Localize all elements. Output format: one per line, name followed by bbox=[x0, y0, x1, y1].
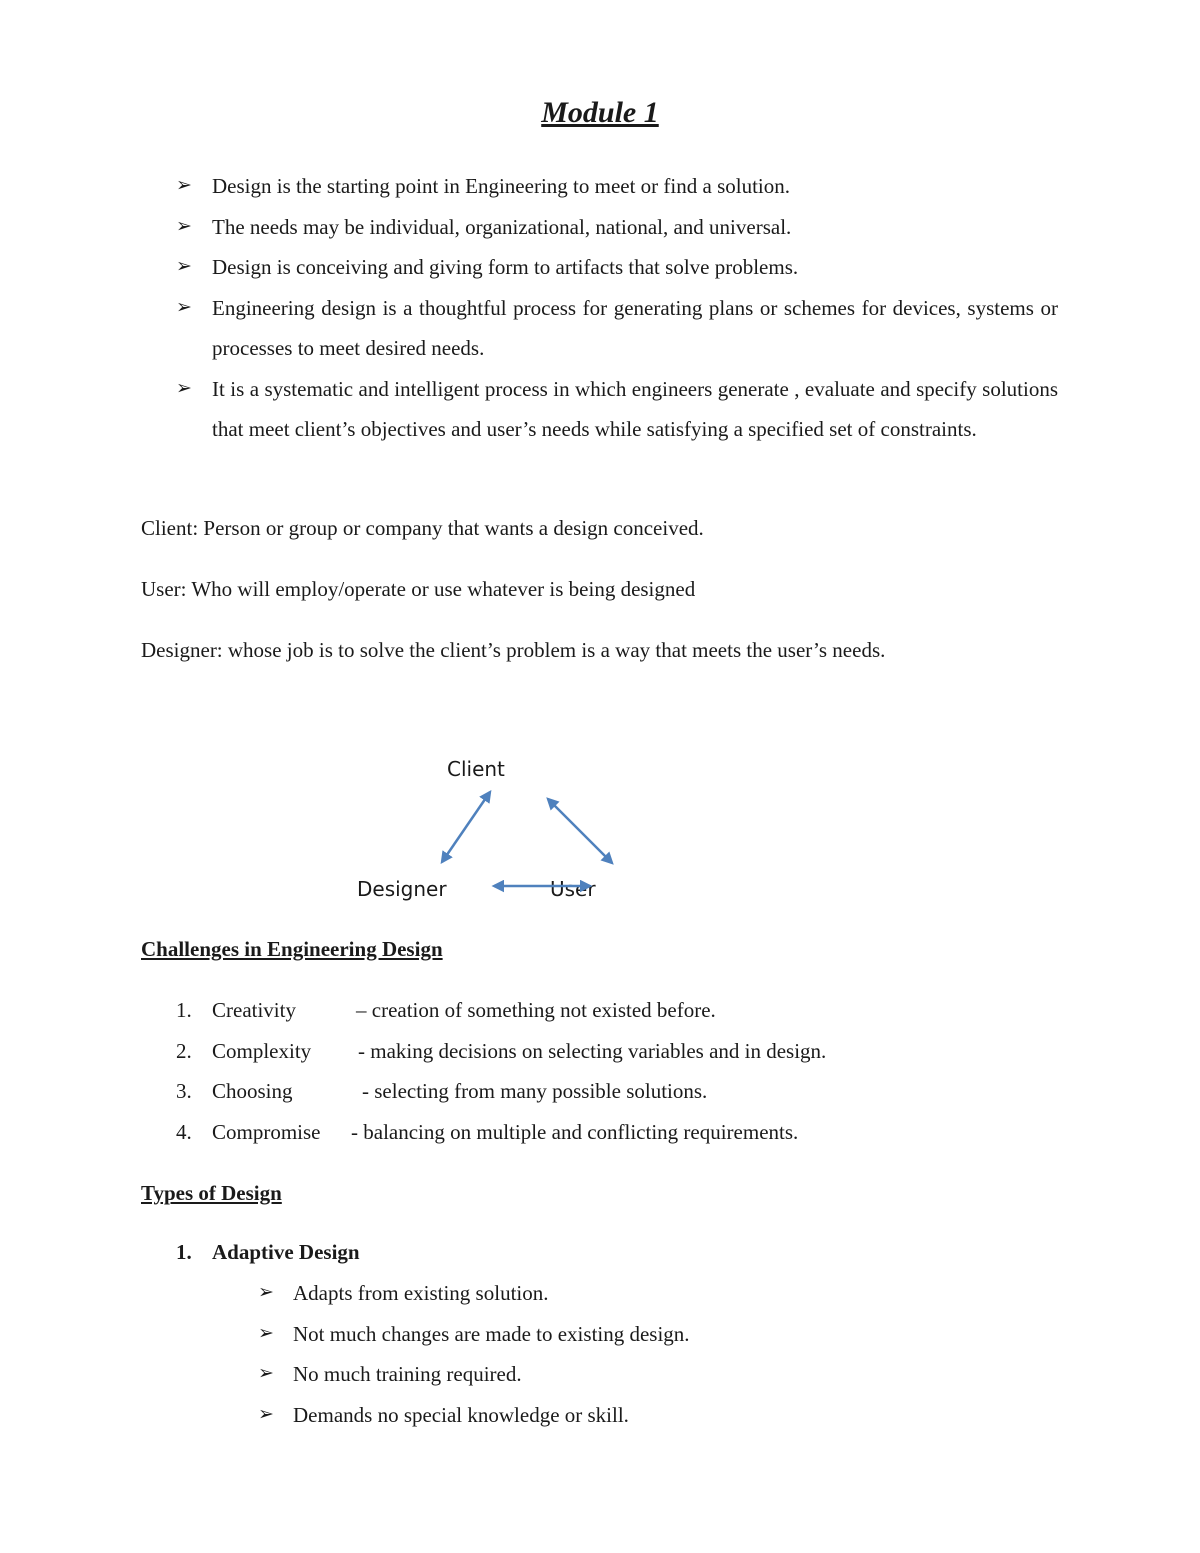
arrow-bullet-icon: ➢ bbox=[258, 1282, 274, 1303]
challenge-description: – creation of something not existed before. bbox=[356, 998, 716, 1022]
page-title: Module 1 bbox=[541, 96, 659, 129]
challenge-term: Compromise bbox=[212, 1120, 321, 1144]
list-item bbox=[258, 1395, 1058, 1436]
challenge-description: - balancing on multiple and conflicting requirements. bbox=[351, 1120, 799, 1144]
list-item bbox=[258, 1314, 1058, 1355]
arrow-bullet-icon: ➢ bbox=[258, 1403, 274, 1425]
arrow-bullet-icon: ➢ bbox=[176, 215, 192, 237]
challenge-term: Choosing bbox=[212, 1079, 293, 1103]
challenge-term: Creativity bbox=[212, 998, 296, 1022]
bullet-text: The needs may be individual, organizational, national, and universal. bbox=[212, 214, 792, 239]
arrow-bullet-icon: ➢ bbox=[176, 175, 192, 196]
types-heading: Types of Design bbox=[141, 1181, 282, 1205]
arrow-bullet-icon: ➢ bbox=[176, 296, 192, 318]
challenges-heading: Challenges in Engineering Design bbox=[141, 937, 443, 961]
item-number: 1. bbox=[176, 998, 192, 1022]
adaptive-points-list bbox=[258, 1273, 1058, 1435]
challenge-description: - making decisions on selecting variables and in design. bbox=[358, 1039, 827, 1063]
bullet-text: Not much changes are made to existing design. bbox=[293, 1321, 690, 1346]
arrow-bullet-icon: ➢ bbox=[258, 1322, 274, 1344]
designer-definition: Designer: whose job is to solve the client’s problem is a way that meets the user’s needs. bbox=[141, 638, 886, 662]
client-definition: Client: Person or group or company that wants a design conceived. bbox=[141, 516, 704, 540]
item-number: 1. bbox=[176, 1240, 192, 1264]
challenge-term: Complexity bbox=[212, 1039, 312, 1063]
client-user-arrow bbox=[548, 799, 612, 863]
diagram-designer-label: Designer bbox=[357, 877, 447, 901]
item-number: 3. bbox=[176, 1079, 192, 1103]
bullet-text: No much training required. bbox=[293, 1362, 522, 1386]
list-item bbox=[258, 1273, 1058, 1314]
user-definition: User: Who will employ/operate or use whatever is being designed bbox=[141, 577, 696, 601]
item-number: 4. bbox=[176, 1120, 192, 1144]
arrow-bullet-icon: ➢ bbox=[176, 256, 192, 277]
challenge-description: - selecting from many possible solutions. bbox=[362, 1079, 708, 1103]
bullet-text: Adapts from existing solution. bbox=[293, 1281, 549, 1305]
bullet-text: Design is conceiving and giving form to artifacts that solve problems. bbox=[212, 255, 799, 279]
arrow-bullet-icon: ➢ bbox=[258, 1363, 274, 1384]
arrow-bullet-icon: ➢ bbox=[176, 377, 192, 399]
diagram-client-label: Client bbox=[447, 757, 505, 781]
bullet-text: Design is the starting point in Engineering to meet or find a solution. bbox=[212, 174, 790, 198]
bullet-text: It is a systematic and intelligent process in which engineers generate , evaluate and specify solutions that meet client’s objectives and user’s needs while satisfying a specified set of constraints. bbox=[212, 376, 1058, 441]
item-number: 2. bbox=[176, 1039, 192, 1063]
client-designer-arrow bbox=[442, 792, 490, 862]
list-item bbox=[258, 1354, 1058, 1395]
diagram-user-label: User bbox=[550, 877, 596, 901]
bullet-text: Demands no special knowledge or skill. bbox=[293, 1402, 629, 1427]
bullet-text: Engineering design is a thoughtful process for generating plans or schemes for devices, systems or processes to meet desired needs. bbox=[212, 295, 1058, 360]
design-type-title: Adaptive Design bbox=[212, 1240, 360, 1264]
